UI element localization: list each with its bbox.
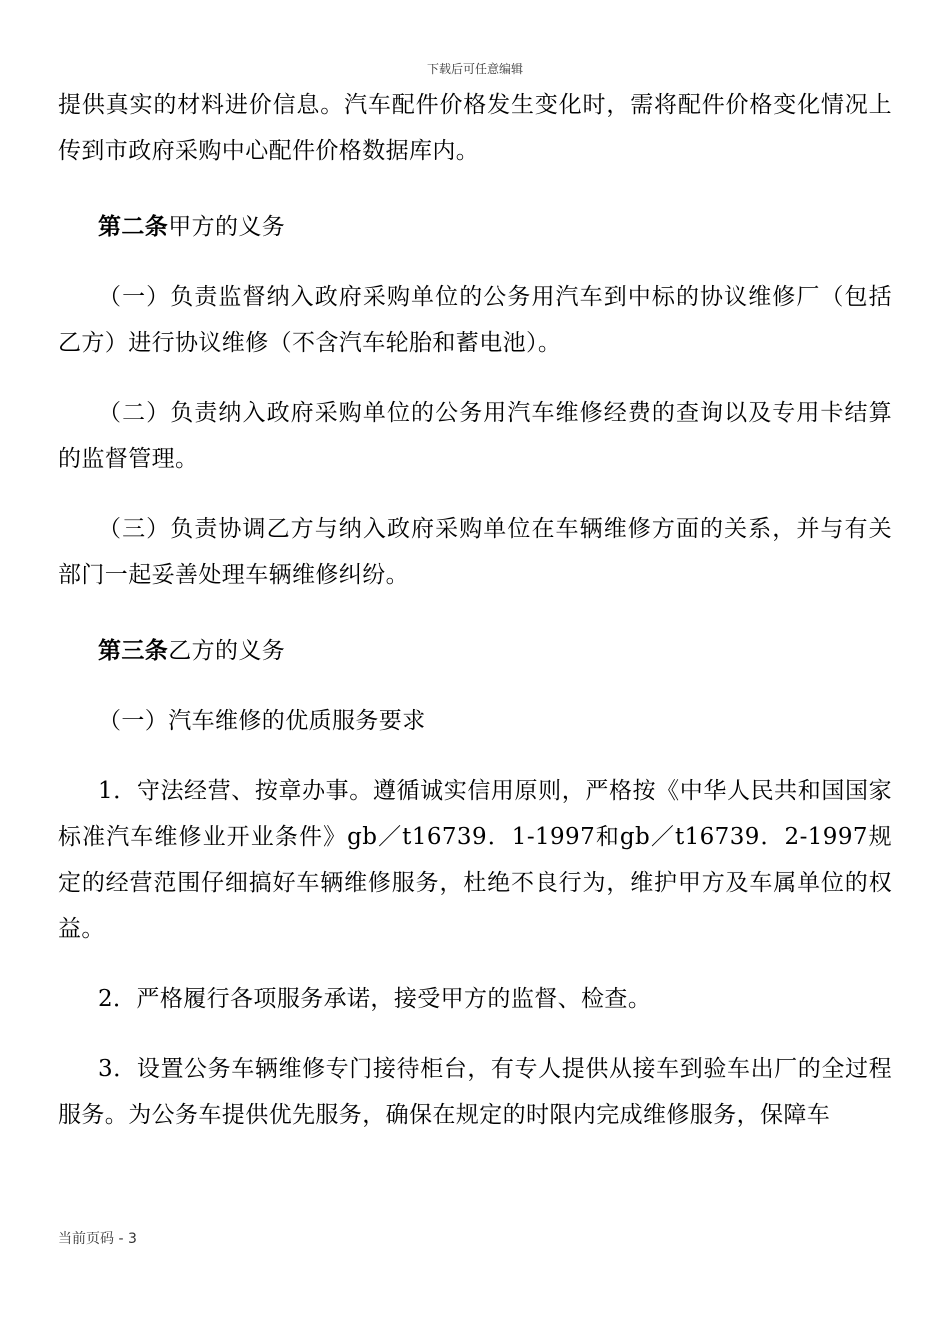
article-2-subject: 甲方的义务: [168, 214, 286, 240]
article-3-item-3: 3．设置公务车辆维修专门接待柜台，有专人提供从接车到验车出厂的全过程服务。为公务车提供优先服务，确保在规定的时限内完成维修服务，保障车: [58, 1056, 892, 1128]
article-2-clause-2: （二）负责纳入政府采购单位的公务用汽车维修经费的查询以及专用卡结算的监督管理。: [58, 400, 892, 472]
article-3-subject: 乙方的义务: [168, 638, 286, 664]
paragraph-continuation: 提供真实的材料进价信息。汽车配件价格发生变化时，需将配件价格变化情况上传到市政府采购中心配件价格数据库内。: [58, 92, 892, 164]
header-note: 下载后可任意编辑: [426, 62, 523, 76]
page-number-footer: 当前页码 - 3: [58, 1231, 137, 1247]
article-3-subsection-1: （一）汽车维修的优质服务要求: [98, 708, 426, 734]
article-2-clause-1: （一）负责监督纳入政府采购单位的公务用汽车到中标的协议维修厂（包括乙方）进行协议维修（不含汽车轮胎和蓄电池）。: [58, 284, 892, 356]
article-2-clause-3: （三）负责协调乙方与纳入政府采购单位在车辆维修方面的关系，并与有关部门一起妥善处理车辆维修纠纷。: [58, 516, 892, 588]
article-2-title: 第二条: [98, 213, 169, 240]
article-3-item-2: 2．严格履行各项服务承诺，接受甲方的监督、检查。: [98, 986, 652, 1012]
article-3-item-1: 1．守法经营、按章办事。遵循诚实信用原则，严格按《中华人民共和国国家标准汽车维修业开业条件》gb／t16739．1-1997和gb／t16739．2-1997规定的经营范围仔细搞好车辆维修服务，杜绝不良行为，维护甲方及车属单位的权益。: [58, 778, 892, 942]
article-3-title: 第三条: [98, 637, 169, 664]
document-body: [58, 82, 892, 1138]
article-2-heading: [58, 204, 892, 250]
article-3-heading: [58, 628, 892, 674]
